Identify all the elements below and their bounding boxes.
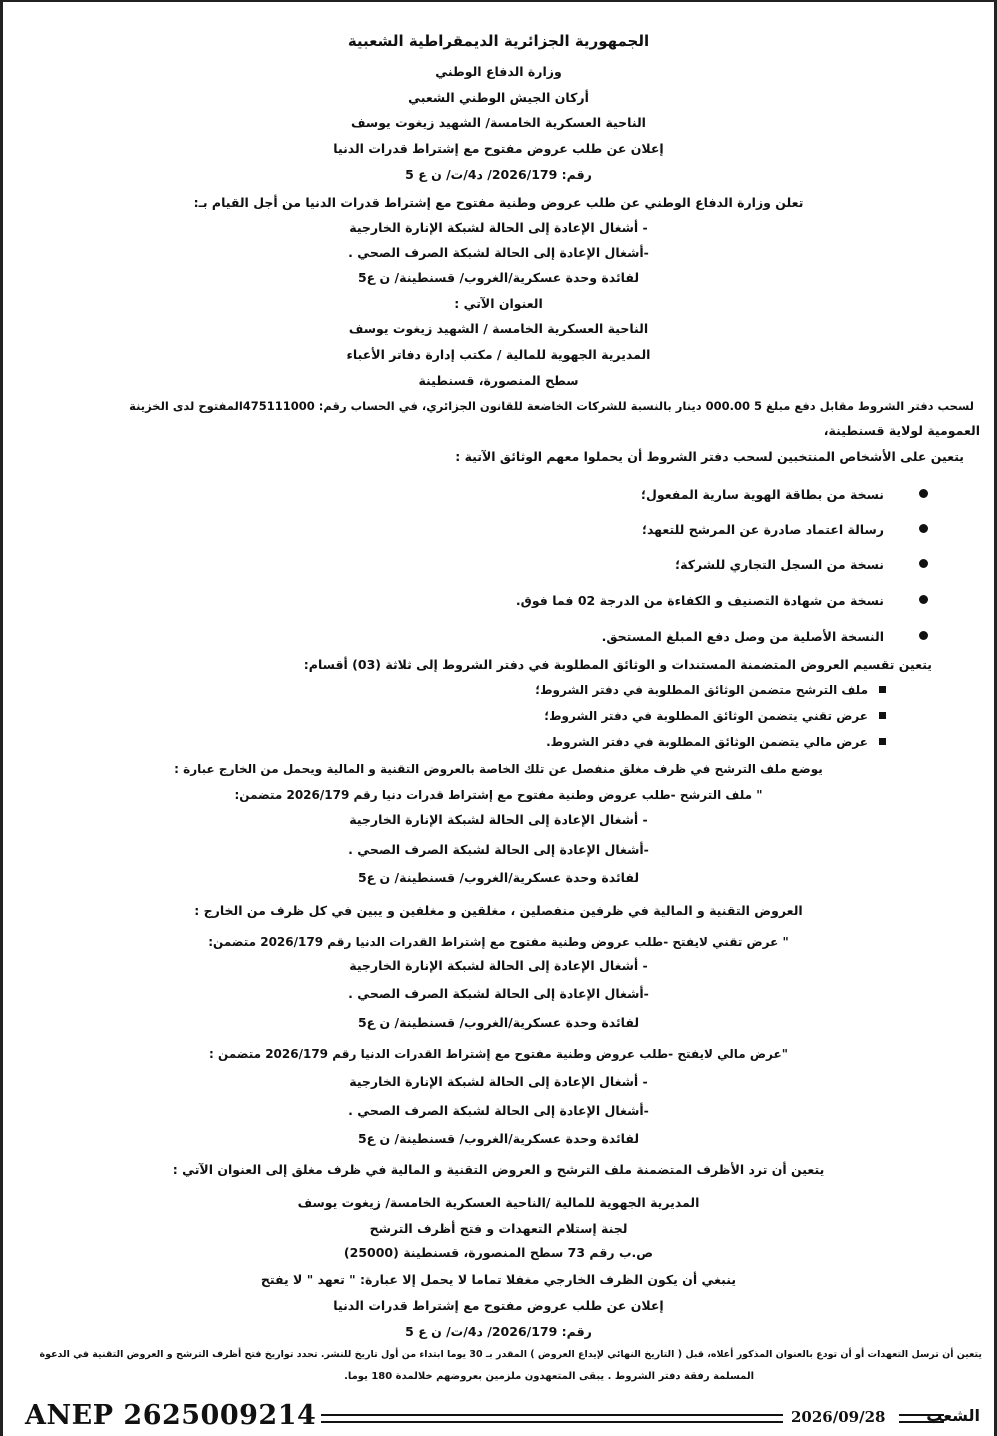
address-line: المديرية الجهوية للمالية / مكتب إدارة دفاتر الأعباء [346, 347, 651, 362]
beneficiary-line: لفائدة وحدة عسكرية/الغروب/ قسنطينة/ ن ع5 [357, 1015, 640, 1030]
bullet-icon [919, 595, 928, 604]
document-item: نسخة من السجل التجاري للشركة؛ [675, 557, 884, 572]
square-bullet-icon [879, 712, 886, 719]
work-item: -أشغال الإعادة إلى الحالة لشبكة الصرف الصحي . [348, 842, 649, 857]
beneficiary-line: لفائدة وحدة عسكرية/الغروب/ قسنطينة/ ن ع5 [357, 870, 640, 885]
technical-offer-heading: " عرض تقني لايفتح -طلب عروض وطنية مفتوح مع إشتراط القدرات الدنيا رقم 2026/179 متضمن: [208, 935, 789, 949]
submission-address: ص.ب رقم 73 سطح المنصورة، قسنطينة (25000) [343, 1245, 654, 1260]
ministry-name: وزارة الدفاع الوطني [435, 64, 562, 79]
financial-offer-heading: "عرض مالي لايفتح -طلب عروض وطنية مفتوح مع إشتراط القدرات الدنيا رقم 2026/179 متضمن : [209, 1047, 788, 1061]
work-item: - أشغال الإعادة إلى الحالة لشبكة الإنارة الخارجية [349, 1074, 648, 1089]
beneficiary-line: لفائدة وحدة عسكرية/الغروب/ قسنطينة/ ن ع5 [357, 1131, 640, 1146]
footer-rule [321, 1414, 783, 1423]
address-line: سطح المنصورة، قسنطينة [418, 373, 579, 388]
work-item: -أشغال الإعادة إلى الحالة لشبكة الصرف الصحي . [348, 245, 649, 260]
work-item: -أشغال الإعادة إلى الحالة لشبكة الصرف الصحي . [348, 1103, 649, 1118]
offer-part: عرض مالي يتضمن الوثائق المطلوبة في دفتر الشروط. [546, 735, 868, 749]
notice-reference-repeat: رقم: 2026/179/ د4/ت/ ن ع 5 [405, 1324, 592, 1339]
square-bullet-icon [879, 686, 886, 693]
closing-line: يتعين أن ترسل التعهدات أو أن تودع بالعنوان المذكور أعلاه، قبل ( التاريخ النهائي لإيداع العروض ) المقدر بـ 30 يوما ابتداء من أول تاريخ للنشر. تحدد تواريخ فتح أظرف الترشح و العروض التقنية في الدعوة [39, 1349, 982, 1360]
staff-name: أركان الجيش الوطني الشعبي [408, 90, 589, 105]
bullet-icon [919, 489, 928, 498]
address-line: الناحية العسكرية الخامسة / الشهيد زيغوت يوسف [348, 321, 649, 336]
submission-intro: يتعين أن ترد الأظرف المتضمنة ملف الترشح و العروض التقنية و المالية في ظرف مغلق إلى العنوان الآتي : [172, 1162, 825, 1177]
bullet-icon [919, 524, 928, 533]
document-item: النسخة الأصلية من وصل دفع المبلغ المستحق. [602, 629, 884, 644]
work-item: - أشغال الإعادة إلى الحالة لشبكة الإنارة الخارجية [349, 220, 648, 235]
newspaper-name: الشعب [926, 1406, 980, 1425]
military-region: الناحية العسكرية الخامسة/ الشهيد زيغوت يوسف [351, 115, 646, 130]
document-item: نسخة من شهادة التصنيف و الكفاءة من الدرجة 02 فما فوق. [516, 593, 884, 608]
offer-part: ملف الترشح متضمن الوثائق المطلوبة في دفتر الشروط؛ [535, 683, 868, 697]
work-item: -أشغال الإعادة إلى الحالة لشبكة الصرف الصحي . [348, 986, 649, 1001]
document-item: رسالة اعتماد صادرة عن المرشح للتعهد؛ [642, 522, 884, 537]
square-bullet-icon [879, 738, 886, 745]
payment-line-continued: العمومية لولاية قسنطينة، [823, 423, 980, 438]
notice-title: إعلان عن طلب عروض مفتوح مع إشتراط قدرات الدنيا [333, 141, 664, 156]
documents-intro: يتعين على الأشخاص المنتخبين لسحب دفتر الشروط أن يحملوا معهم الوثائق الآتية : [455, 449, 964, 464]
outer-envelope-note: ينبغي أن يكون الظرف الخارجي مغفلا تماما لا يحمل إلا عبارة: " تعهد " لا يفتح [260, 1272, 737, 1287]
offers-intro: يتعين تقسيم العروض المتضمنة المستندات و الوثائق المطلوبة في دفتر الشروط إلى ثلاثة (03) أقسام: [303, 657, 932, 672]
document-item: نسخة من بطاقة الهوية سارية المفعول؛ [641, 487, 884, 502]
candidacy-heading: " ملف الترشح -طلب عروض وطنية مفتوح مع إشتراط قدرات دنيا رقم 2026/179 متضمن: [234, 788, 763, 802]
submission-address: المديرية الجهوية للمالية /الناحية العسكرية الخامسة/ زيغوت يوسف [297, 1195, 700, 1210]
beneficiary-line: لفائدة وحدة عسكرية/الغروب/ قسنطينة/ ن ع5 [357, 270, 640, 285]
bullet-icon [919, 631, 928, 640]
intro-line: تعلن وزارة الدفاع الوطني عن طلب عروض وطنية مفتوح مع إشتراط قدرات الدنيا من أجل القيام بـ: [193, 195, 804, 210]
submission-address: لجنة إستلام التعهدات و فتح أظرف الترشح [369, 1221, 628, 1236]
closing-line-continued: المسلمة رفقة دفتر الشروط . يبقى المتعهدون ملزمين بعروضهم خلالمدة 180 يوما. [344, 1371, 754, 1382]
work-item: - أشغال الإعادة إلى الحالة لشبكة الإنارة الخارجية [349, 958, 648, 973]
offer-part: عرض تقني يتضمن الوثائق المطلوبة في دفتر الشروط؛ [544, 709, 868, 723]
republic-title: الجمهورية الجزائرية الديمقراطية الشعبية [347, 32, 650, 50]
envelopes-intro: العروض التقنية و المالية في ظرفين منفصلين ، مغلقين و مغلفين و يبين في كل ظرف من الخارج : [194, 903, 803, 918]
work-item: - أشغال الإعادة إلى الحالة لشبكة الإنارة الخارجية [349, 812, 648, 827]
address-label: العنوان الآتي : [454, 296, 543, 311]
payment-line: لسحب دفتر الشروط مقابل دفع مبلغ 5 000.00 دينار بالنسبة للشركات الخاضعة للقانون الجزائري، في الحساب رقم: 475111000المفتوح لدى الخزينة [129, 399, 974, 413]
notice-reference: رقم: 2026/179/ د4/ت/ ن ع 5 [405, 167, 592, 182]
candidacy-intro: يوضع ملف الترشح في ظرف مغلق منفصل عن تلك الخاصة بالعروض التقنية و المالية ويحمل من الخارج عبارة : [174, 762, 823, 776]
notice-title-repeat: إعلان عن طلب عروض مفتوح مع إشتراط قدرات الدنيا [333, 1298, 664, 1313]
publication-date: 2026/09/28 [791, 1408, 886, 1426]
bullet-icon [919, 559, 928, 568]
anep-reference: ANEP 2625009214 [25, 1400, 317, 1431]
page-footer [3, 1400, 994, 1432]
